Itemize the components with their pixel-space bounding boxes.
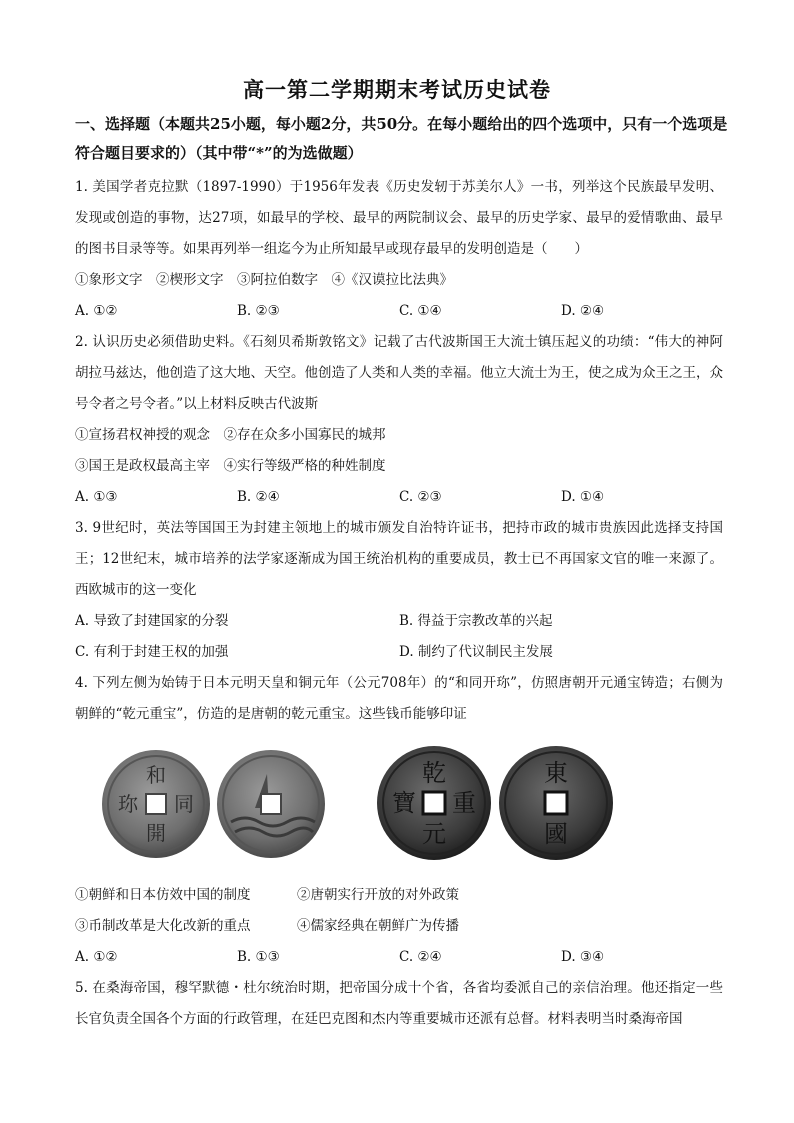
question-1-items: ①象形文字 ②楔形文字 ③阿拉伯数字 ④《汉谟拉比法典》 [75, 272, 453, 288]
question-3-stem: 3. 9世纪时，英法等国国王为封建主领地上的城市颁发自治特许证书，把持市政的城市贵族因此选择支持国王；12世纪末，城市培养的法学家逐渐成为国王统治机构的重要成员，教士已不再国家文官的唯一来源了。西欧城市的这一变化 [75, 520, 723, 598]
question-2-item-row-2: ③国王是政权最高主宰 ④实行等级严格的种姓制度 [75, 458, 386, 474]
item-4: ④儒家经典在朝鲜广为传播 [297, 918, 459, 934]
coin-wado-reverse [215, 748, 327, 860]
option-d[interactable]: D. ①④ [561, 489, 605, 505]
coin-char: 同 [174, 792, 194, 816]
coin-char: 國 [544, 820, 568, 848]
item-1: ①朝鲜和日本仿效中国的制度 [75, 887, 251, 903]
coin-char: 珎 [118, 792, 138, 816]
option-a[interactable]: A. ①② [75, 949, 118, 965]
option-b[interactable]: B. ①③ [237, 949, 280, 965]
coin-char: 重 [452, 789, 476, 817]
coin-char: 元 [422, 820, 446, 848]
coin-char: 寶 [392, 789, 416, 817]
page-title: 高一第二学期期末考试历史试卷 [243, 77, 551, 102]
option-b[interactable]: B. 得益于宗教改革的兴起 [399, 613, 553, 629]
coin-qianyuan-obverse [375, 744, 493, 862]
question-3-options-row-2 [75, 637, 723, 668]
option-a[interactable]: A. 导致了封建国家的分裂 [75, 613, 229, 629]
question-2-stem: 2. 认识历史必须借助史料。《石刻贝希斯敦铭文》记载了古代波斯国王大流士镇压起义的功绩：“伟大的神阿胡拉马兹达，他创造了这大地、天空。他创造了人类和人类的幸福。他立大流士为王，使之成为众王之王，众号令者之号令者。”以上材料反映古代波斯 [75, 334, 723, 412]
question-5-stem: 5. 在桑海帝国，穆罕默德・杜尔统治时期，把帝国分成十个省，各省均委派自己的亲信治理。他还指定一些长官负责全国各个方面的行政管理，在廷巴克图和杰内等重要城市还派有总督。材料表明当时桑海帝国 [75, 980, 723, 1027]
question-4-items-row-2 [75, 911, 723, 942]
question-4-options [75, 942, 723, 973]
coin-figure [75, 740, 723, 886]
option-a[interactable]: A. ①② [75, 303, 118, 319]
question-3-options-row-1 [75, 606, 723, 637]
question-2-item-row-1: ①宣扬君权神授的观念 ②存在众多小国寡民的城邦 [75, 427, 386, 443]
option-a[interactable]: A. ①③ [75, 489, 118, 505]
option-b[interactable]: B. ②④ [237, 489, 280, 505]
option-c[interactable]: C. ②④ [399, 949, 442, 965]
coin-qianyuan-reverse [497, 744, 615, 862]
option-d[interactable]: D. ③④ [561, 949, 605, 965]
question-2-options [75, 482, 723, 513]
question-1-options [75, 296, 723, 327]
coin-char: 東 [544, 759, 568, 787]
coin-wado-obverse [100, 748, 212, 860]
coin-char: 和 [146, 763, 166, 787]
option-c[interactable]: C. ②③ [399, 489, 442, 505]
item-2: ②唐朝实行开放的对外政策 [297, 887, 459, 903]
option-d[interactable]: D. ②④ [561, 303, 605, 319]
question-4-stem: 4. 下列左侧为始铸于日本元明天皇和铜元年（公元708年）的“和同开珎”，仿照唐朝开元通宝铸造；右侧为朝鲜的“乾元重宝”，仿造的是唐朝的乾元重宝。这些钱币能够印证 [75, 675, 723, 722]
question-1-stem: 1. 美国学者克拉默（1897-1990）于1956年发表《历史发轫于苏美尔人》一书，列举这个民族最早发明、发现或创造的事物，达27项，如最早的学校、最早的两院制议会、最早的历史学家、最早的爱情歌曲、最早的图书目录等等。如果再列举一组迄今为止所知最早或现存最早的发明创造是（ ） [75, 179, 723, 257]
item-3: ③币制改革是大化改新的重点 [75, 918, 251, 934]
option-c[interactable]: C. 有利于封建王权的加强 [75, 644, 229, 660]
coin-char: 開 [146, 821, 166, 845]
coin-char: 乾 [422, 759, 446, 787]
section-header: 一、选择题（本题共25小题，每小题2分，共50分。在每小题给出的四个选项中，只有一个选项是符合题目要求的）（其中带“*”的为选做题） [75, 115, 728, 162]
option-d[interactable]: D. 制约了代议制民主发展 [399, 644, 553, 660]
option-b[interactable]: B. ②③ [237, 303, 280, 319]
questions [75, 172, 723, 1035]
option-c[interactable]: C. ①④ [399, 303, 442, 319]
